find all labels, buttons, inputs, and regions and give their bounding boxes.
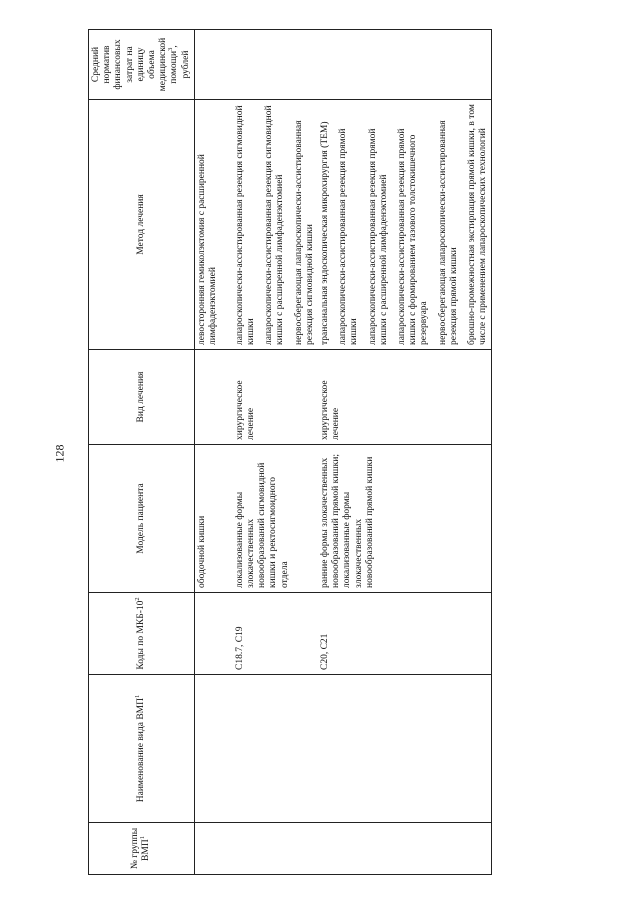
method-item: нервосберегающая лапароскопически-ассистированная резекция прямой кишки [437, 120, 459, 345]
header-treatment-type: Вид лечения [89, 350, 195, 445]
cell-treatment: хирургическое лечение [233, 350, 318, 445]
cell-icd: C20, C21 [318, 593, 492, 675]
header-vmp-name: Наименование вида ВМП$^1$ [89, 675, 195, 823]
cell-group-no [233, 823, 318, 875]
cell-vmp-name [233, 675, 318, 823]
cell-icd [194, 593, 233, 675]
page-number [50, 443, 70, 463]
method-item: нервосберегающая лапароскопически-ассистированная резекция сигмовидной кишки [293, 120, 315, 345]
cell-group-no [194, 823, 233, 875]
table-row [233, 30, 318, 875]
cell-model: ранние формы злокачественных новообразований прямой кишки; локализованные формы злокачественных новообразований прямой кишки [318, 445, 492, 593]
cell-methods [318, 100, 492, 350]
cell-methods [194, 100, 233, 350]
page-number-text: 128 [52, 444, 67, 462]
method-item: лапароскопически-ассистированная резекция прямой кишки с формированием тазового толстокишечного резервуара [397, 128, 430, 345]
cell-icd: C18.7, C19 [233, 593, 318, 675]
cell-treatment: хирургическое лечение [318, 350, 492, 445]
header-row [89, 30, 195, 875]
method-item: левосторонняя гемиколэктомия с расширенной лимфаденэктомией [196, 154, 219, 345]
method-item: трансанальная эндоскопическая микрохирургия (TEM) [320, 121, 331, 345]
cell-model: локализованные формы злокачественных новообразований сигмовидной кишки и ректосигмоидного отдела [233, 445, 318, 593]
header-patient-model: Модель пациента [89, 445, 195, 593]
method-item: лапароскопически-ассистированная резекция прямой кишки [338, 128, 360, 345]
table-row [194, 30, 233, 875]
header-icd-codes: Коды по МКБ-$10^2$ [89, 593, 195, 675]
cell-methods [233, 100, 318, 350]
table-row [318, 30, 492, 875]
cell-model: ободочной кишки [194, 445, 233, 593]
medical-services-table [88, 29, 492, 875]
cell-group-no [318, 823, 492, 875]
header-treatment-method: Метод лечения [89, 100, 195, 350]
cell-treatment [194, 350, 233, 445]
cell-vmp-name [318, 675, 492, 823]
header-group-no: № группы ВМП$^1$ [89, 823, 195, 875]
table-container [88, 30, 628, 875]
method-item: лапароскопически-ассистированная резекция сигмовидной кишки [234, 105, 257, 345]
cell-cost [318, 30, 492, 100]
method-item: брюшно-промежностная экстирпация прямой кишки, в том числе с применением лапароскопических технологий [467, 104, 489, 345]
header-cost: Средний норматив финансовых затрат на единицу объема медицинской помощи$^3$, рублей [89, 30, 195, 100]
cell-cost [194, 30, 233, 100]
cell-cost [233, 30, 318, 100]
cell-vmp-name [194, 675, 233, 823]
method-item: лапароскопически-ассистированная резекция прямой кишки с расширенной лимфаденэктомией [367, 128, 389, 345]
method-item: лапароскопически-ассистированная резекция сигмовидной кишки с расширенной лимфаденэктомией [264, 105, 286, 345]
